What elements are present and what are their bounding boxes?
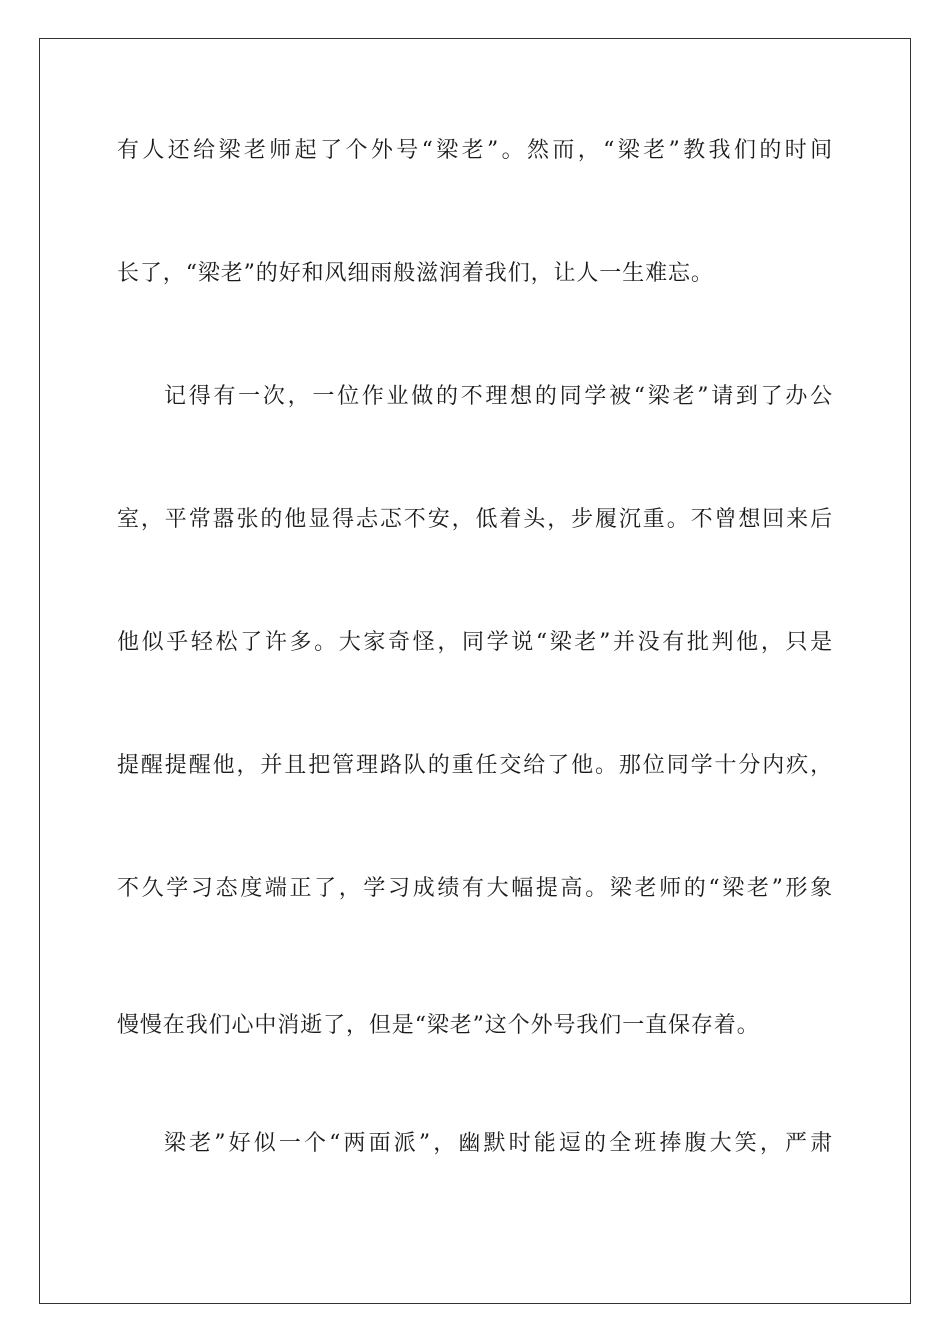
paragraph-line-3: 记得有一次，一位作业做的不理想的同学被“梁老”请到了办公 [164,384,833,409]
paragraph-line-2: 长了，“梁老”的好和风细雨般滋润着我们，让人一生难忘。 [117,261,714,286]
paragraph-line-1: 有人还给梁老师起了个外号“梁老”。然而，“梁老”教我们的时间 [117,138,833,163]
paragraph-line-6: 提醒提醒他，并且把管理路队的重任交给了他。那位同学十分内疚， [117,753,833,778]
paragraph-line-7: 不久学习态度端正了，学习成绩有大幅提高。梁老师的“梁老”形象 [117,876,833,901]
paragraph-line-9: 梁老”好似一个“两面派”，幽默时能逗的全班捧腹大笑，严肃 [164,1131,833,1156]
paragraph-line-8: 慢慢在我们心中消逝了，但是“梁老”这个外号我们一直保存着。 [117,1013,760,1038]
page-frame [39,38,911,1304]
paragraph-line-5: 他似乎轻松了许多。大家奇怪，同学说“梁老”并没有批判他，只是 [117,630,833,655]
paragraph-line-4: 室，平常嚣张的他显得忐忑不安，低着头，步履沉重。不曾想回来后 [117,507,833,532]
